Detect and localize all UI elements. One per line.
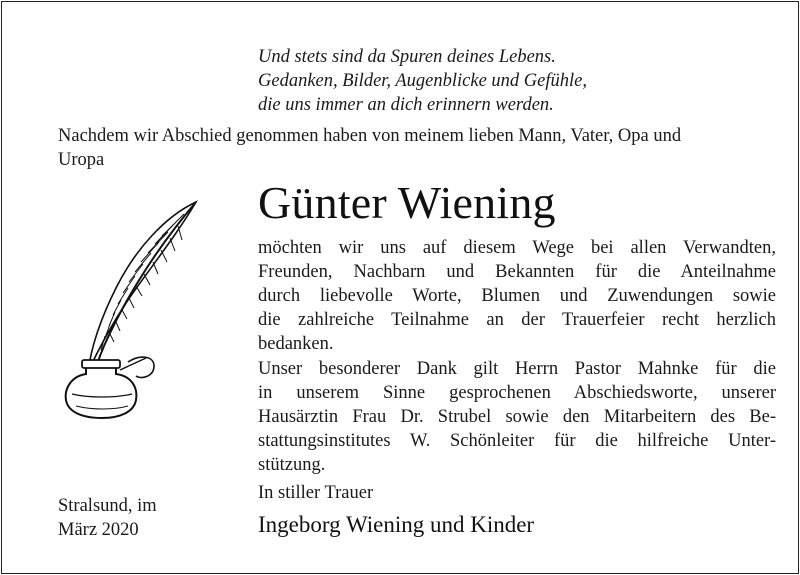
special-thanks-line: in unserem Sinne gesprochenen Abschiedsworte, unserer — [258, 383, 776, 403]
thanks-line: durch liebevolle Worte, Blumen und Zuwendungen sowie — [258, 286, 776, 306]
family-signature: Ingeborg Wiening und Kinder — [258, 512, 535, 537]
thanks-line: möchten wir uns auf diesem Wege bei allen Verwandten, — [258, 238, 776, 258]
mourning-label: In stiller Trauer — [258, 483, 374, 503]
motto-line: Gedanken, Bilder, Augenblicke und Gefühle, — [258, 71, 587, 91]
quill-and-inkwell-icon — [58, 196, 208, 426]
special-thanks-line: stützung. — [258, 455, 326, 475]
motto-line: Und stets sind da Spuren deines Lebens. — [258, 47, 556, 67]
special-thanks-line: stattungsinstitutes W. Schönleiter für die hilfreiche Unter- — [258, 431, 776, 451]
thanks-line: Freunden, Nachbarn und Bekannten für die Anteilnahme — [258, 262, 776, 282]
intro-text — [58, 124, 778, 172]
thanks-line: bedanken. — [258, 334, 334, 354]
special-thanks-paragraph — [258, 357, 776, 477]
thanks-paragraph — [258, 236, 776, 356]
motto-line: die uns immer an dich erinnern werden. — [258, 95, 554, 115]
special-thanks-line: Hausärztin Frau Dr. Strubel sowie den Mitarbeitern des Be- — [258, 407, 776, 427]
place-and-date — [58, 494, 157, 542]
motto-quote — [258, 45, 778, 117]
date-line: März 2020 — [58, 520, 139, 540]
thanks-line: die zahlreiche Teilnahme an der Trauerfeier recht herzlich — [258, 310, 776, 330]
deceased-name: Günter Wiening — [258, 177, 556, 228]
special-thanks-line: Unser besonderer Dank gilt Herrn Pastor Mahnke für die — [258, 359, 776, 379]
place-line: Stralsund, im — [58, 496, 157, 516]
intro-line: Uropa — [58, 150, 105, 170]
intro-line: Nachdem wir Abschied genommen haben von meinem lieben Mann, Vater, Opa und — [58, 126, 682, 146]
